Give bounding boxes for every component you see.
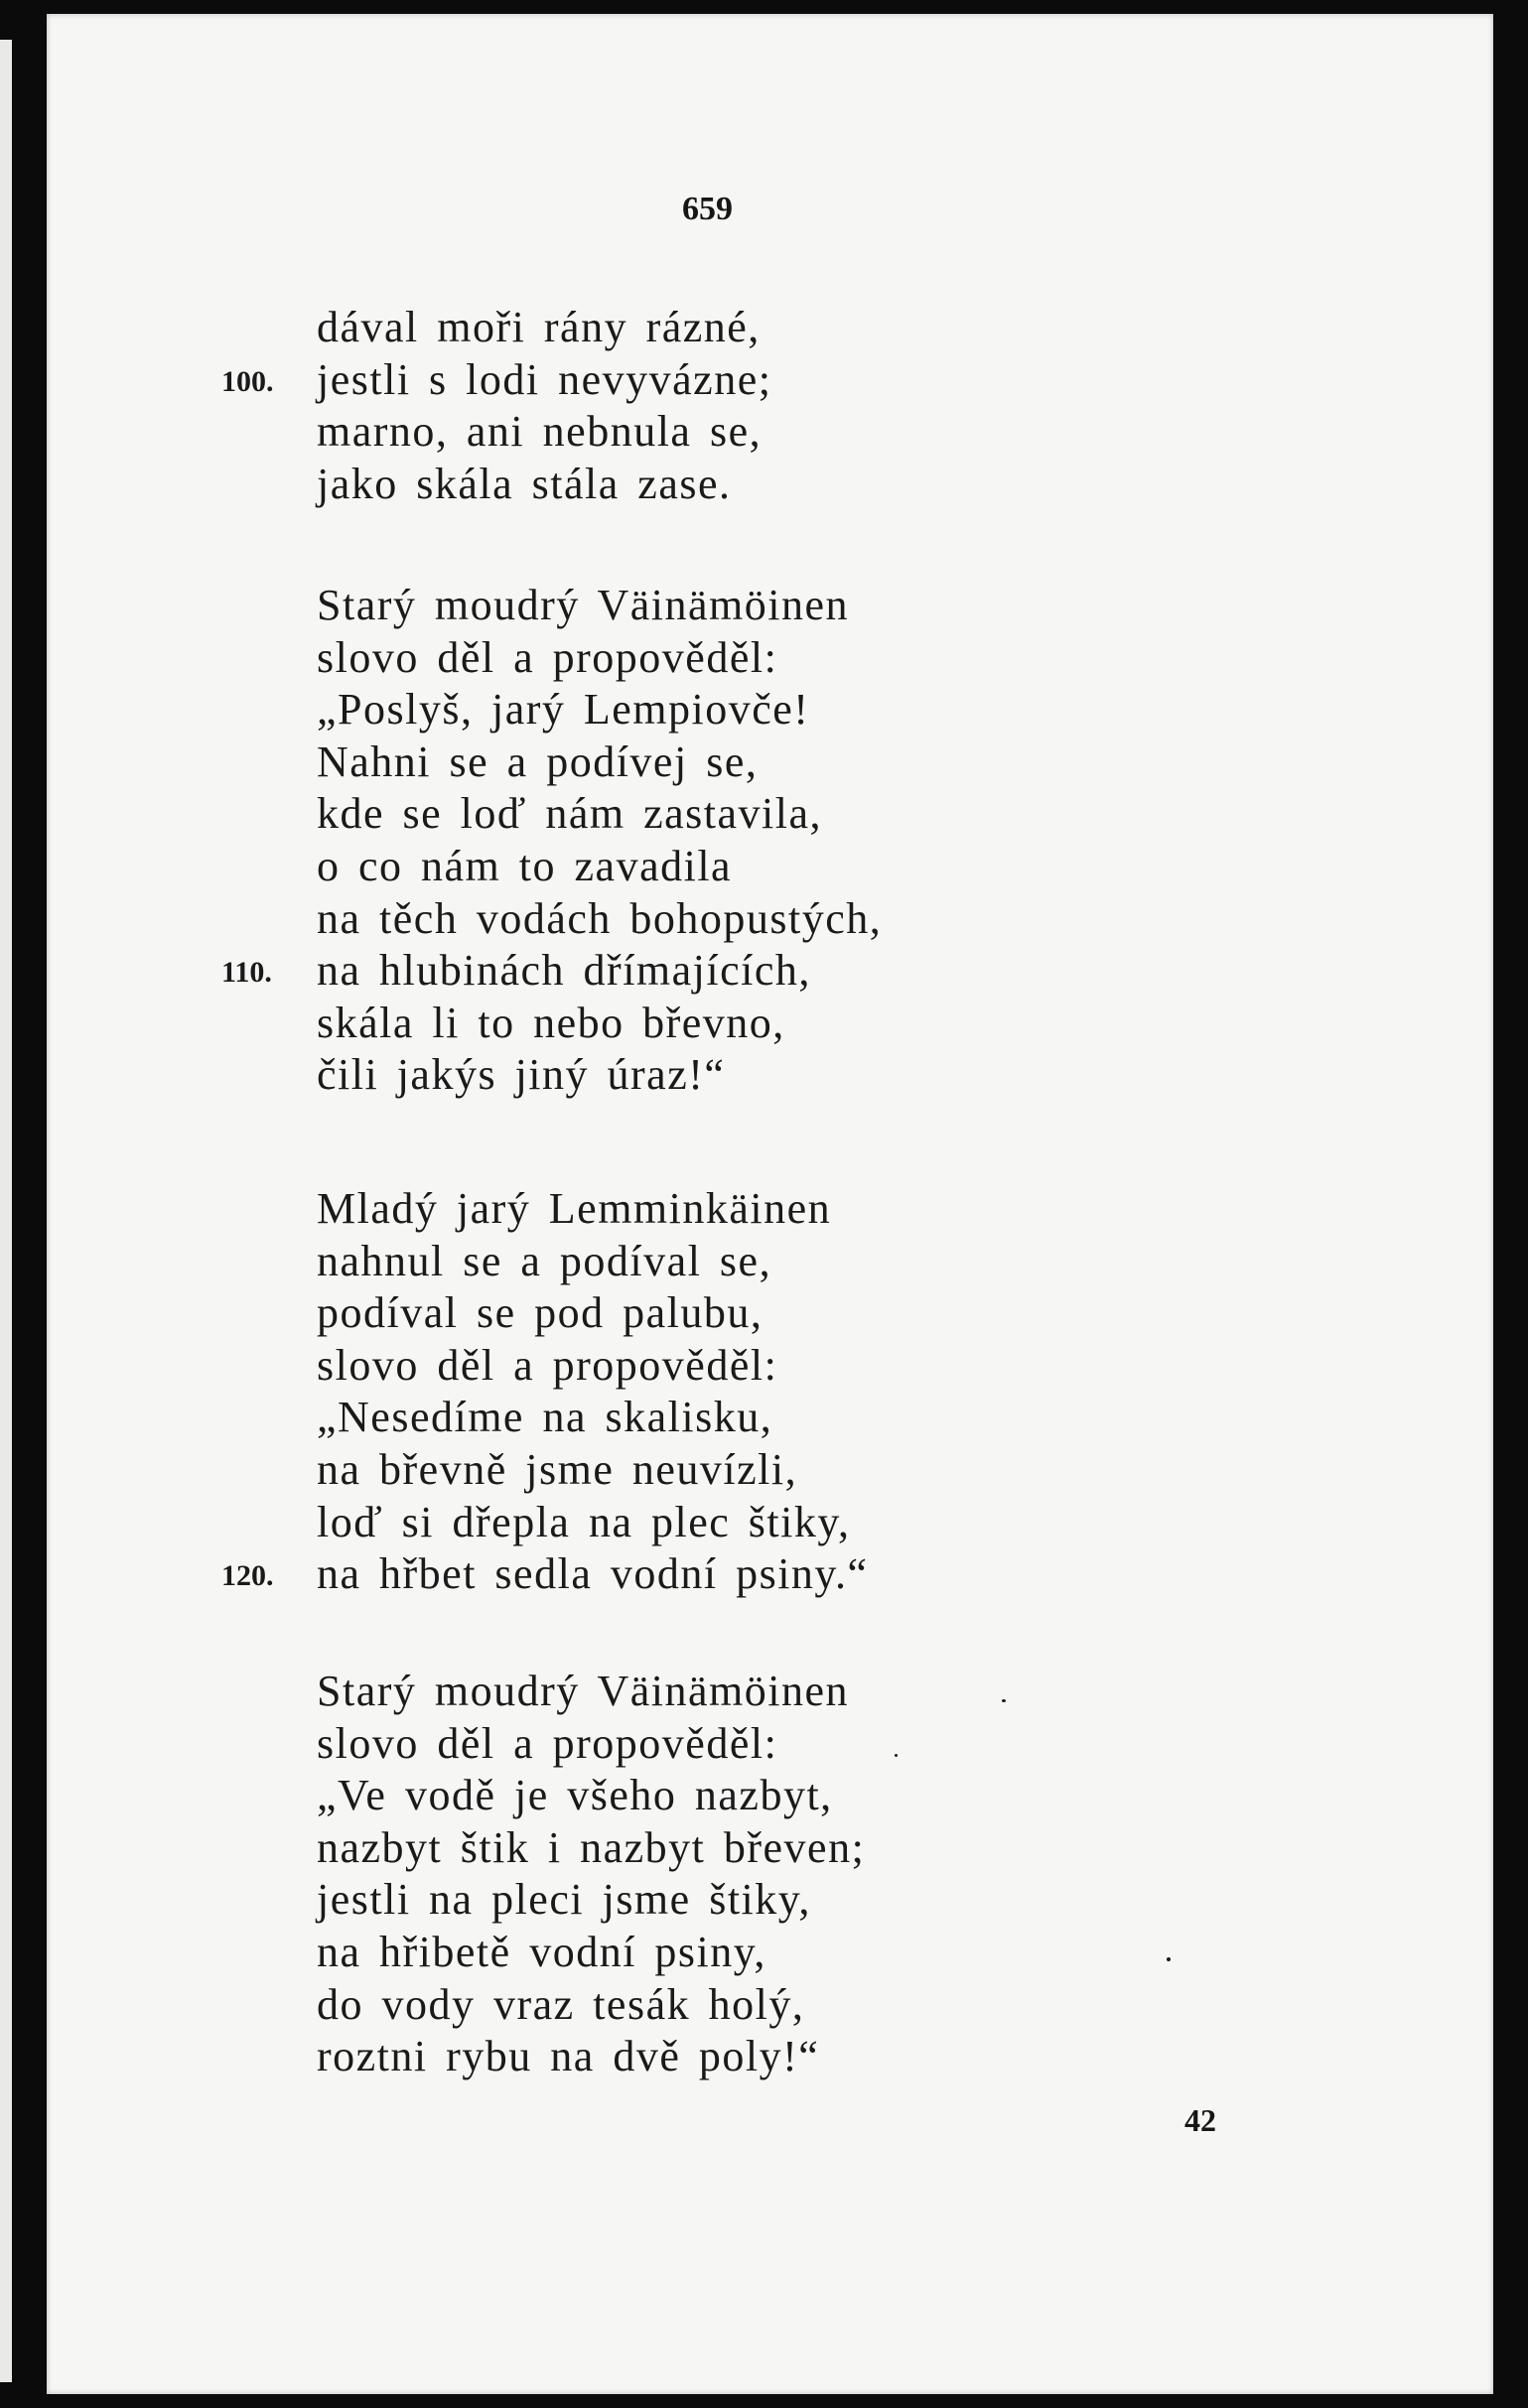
stanza-4: [47, 1666, 1493, 2083]
verse-line: [47, 736, 1493, 789]
verse-line: [47, 893, 1493, 946]
dust-speck: [1002, 1699, 1006, 1702]
verse-line: [47, 945, 1493, 998]
verse-line: [47, 1979, 1493, 2032]
verse-line: [47, 1287, 1493, 1340]
dust-speck: [1167, 1957, 1171, 1961]
page-number: 659: [682, 191, 733, 227]
verse-line: [47, 1874, 1493, 1927]
verse-text: slovo děl a propověděl:: [317, 1718, 778, 1768]
verse-line: [47, 1497, 1493, 1549]
verse-text: nazbyt štik i nazbyt břeven;: [317, 1822, 866, 1872]
verse-line: [47, 459, 1493, 511]
signature-mark: 42: [1184, 2102, 1216, 2138]
verse-text: Nahni se a podívej se,: [317, 736, 759, 786]
verse-text: na hřbet sedla vodní psiny.“: [317, 1549, 869, 1599]
verse-text: jako skála stála zase.: [317, 459, 732, 508]
verse-text: „Ve vodě je všeho nazbyt,: [317, 1771, 833, 1820]
verse-text: do vody vraz tesák holý,: [317, 1979, 805, 2029]
line-number: 110.: [221, 956, 272, 990]
verse-text: na těch vodách bohopustých,: [317, 893, 883, 943]
verse-line: [47, 302, 1493, 354]
verse-text: „Nesedíme na skalisku,: [317, 1393, 773, 1442]
line-number: 120.: [221, 1559, 274, 1593]
verse-text: podíval se pod palubu,: [317, 1288, 764, 1338]
verse-text: slovo děl a propověděl:: [317, 1340, 778, 1390]
verse-line: [47, 354, 1493, 407]
verse-text: na břevně jsme neuvízli,: [317, 1444, 798, 1494]
verse-line: [47, 1392, 1493, 1444]
verse-text: „Poslyš, jarý Lempiovče!: [317, 685, 810, 735]
verse-text: o co nám to zavadila: [317, 841, 733, 890]
verse-line: [47, 1049, 1493, 1102]
verse-text: marno, ani nebnula se,: [317, 407, 763, 457]
stanza-1: [47, 302, 1493, 510]
verse-line: [47, 1444, 1493, 1497]
verse-line: [47, 580, 1493, 632]
stanza-3: [47, 1183, 1493, 1601]
verse-text: na hlubinách dřímajících,: [317, 946, 811, 996]
verse-text: jestli s lodi nevyvázne;: [317, 354, 772, 404]
verse-line: [47, 1822, 1493, 1875]
verse-text: skála li to nebo břevno,: [317, 998, 785, 1047]
verse-text: nahnul se a podíval se,: [317, 1236, 772, 1285]
verse-text: kde se loď nám zastavila,: [317, 789, 823, 839]
verse-line: [47, 1183, 1493, 1236]
verse-line: [47, 1770, 1493, 1822]
verse-line: [47, 1718, 1493, 1771]
dust-speck: [895, 1754, 898, 1757]
verse-line: [47, 632, 1493, 685]
verse-text: Starý moudrý Väinämöinen: [317, 1667, 849, 1715]
verse-line: [47, 1927, 1493, 1979]
verse-line: [47, 1340, 1493, 1393]
verse-text: loď si dřepla na plec štiky,: [317, 1497, 851, 1546]
verse-text: Mladý jarý Lemminkäinen: [317, 1184, 832, 1233]
verse-line: [47, 841, 1493, 893]
verse-text: dával moři rány rázné,: [317, 303, 761, 351]
verse-line: [47, 788, 1493, 841]
verse-text: jestli na pleci jsme štiky,: [317, 1875, 811, 1925]
verse-text: čili jakýs jiný úraz!“: [317, 1050, 726, 1100]
verse-line: [47, 684, 1493, 736]
previous-page-edge: [0, 40, 12, 2382]
verse-text: na hřibetě vodní psiny,: [317, 1927, 766, 1976]
verse-text: slovo děl a propověděl:: [317, 632, 778, 682]
book-page: [47, 14, 1493, 2394]
verse-line: [47, 1236, 1493, 1288]
verse-line: [47, 1548, 1493, 1601]
stanza-2: [47, 580, 1493, 1102]
verse-line: [47, 1666, 1493, 1718]
verse-text: roztni rybu na dvě poly!“: [317, 2032, 820, 2081]
verse-line: [47, 998, 1493, 1050]
verse-text: Starý moudrý Väinämöinen: [317, 581, 849, 629]
verse-line: [47, 406, 1493, 459]
line-number: 100.: [221, 364, 274, 398]
verse-line: [47, 2031, 1493, 2083]
